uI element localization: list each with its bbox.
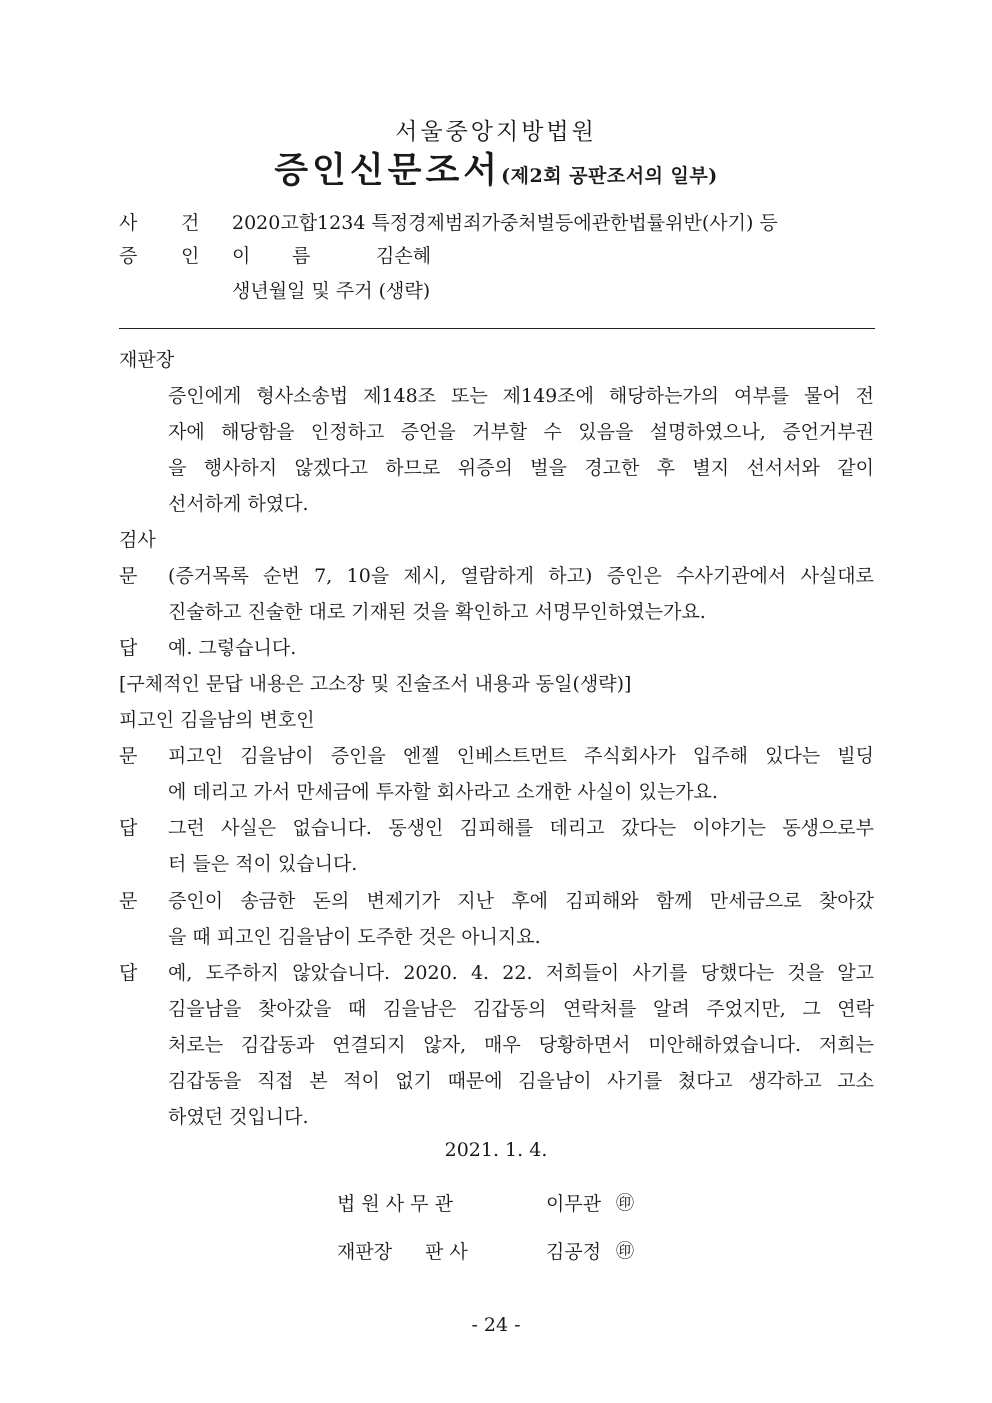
case-label-char-1: 사 [119,212,138,234]
question-line: 을 때 피고인 김을남이 도주한 것은 아니지요. [168,926,541,948]
answer-line: 예, 도주하지 않았습니다. 2020. 4. 22. 저희들이 사기를 당했다는 것을 알고 [168,962,874,984]
question-mark: 문 [119,745,138,767]
document-title-block [0,143,992,193]
speaker-defense-counsel: 피고인 김을남의 변호인 [119,709,315,731]
answer-mark: 답 [119,817,138,839]
question-mark: 문 [119,565,138,587]
name-label-char-1: 이 [232,245,251,267]
question-line: 증인이 송금한 돈의 변제기가 지난 후에 김피해와 함께 만세금으로 찾아갔 [168,890,874,912]
witness-label-char-1: 증 [119,245,138,267]
judge-name: 김공정 [546,1241,602,1263]
question-line: 진술하고 진술한 대로 기재된 것을 확인하고 서명무인하였는가요. [168,601,706,623]
answer-mark: 답 [119,962,138,984]
witness-label-char-2: 인 [181,245,200,267]
speaker-prosecutor: 검사 [119,529,156,551]
clerk-title: 법 원 사 무 관 [337,1193,453,1215]
document-title: 증인신문조서 [274,150,502,191]
answer-line: 처로는 김갑동과 연결되지 않자, 매우 당황하면서 미안해하였습니다. 저희는 [168,1034,874,1056]
answer-line: 터 들은 적이 있습니다. [168,853,358,875]
page-number: - 24 - [471,1314,521,1336]
omitted-note: [구체적인 문답 내용은 고소장 및 진술조서 내용과 동일(생략)] [119,673,632,695]
question-line: 피고인 김을남이 증인을 엔젤 인베스트먼트 주식회사가 입주해 있다는 빌딩 [168,745,874,767]
clerk-name: 이무관 [546,1193,602,1215]
answer-line: 하였던 것입니다. [168,1106,309,1128]
document-date: 2021. 1. 4. [444,1139,548,1161]
question-mark: 문 [119,890,138,912]
seal-icon: ㊞ [616,1193,634,1214]
answer-line: 김을남을 찾아갔을 때 김을남은 김갑동의 연락처를 알려 주었지만, 그 연락 [168,998,874,1020]
judge-title-role: 판 사 [425,1241,468,1263]
case-label-char-2: 건 [181,212,200,234]
answer-line: 김갑동을 직접 본 적이 없기 때문에 김을남이 사기를 쳤다고 생각하고 고소 [168,1070,874,1092]
question-line: 에 데리고 가서 만세금에 투자할 회사라고 소개한 사실이 있는가요. [168,781,718,803]
witness-name: 김손혜 [376,245,432,267]
document-title-note: (제2회 공판조서의 일부) [501,165,718,187]
answer-mark: 답 [119,637,138,659]
judge-title: 재판장 [337,1241,393,1263]
seal-icon: ㊞ [616,1241,634,1262]
question-line: (증거목록 순번 7, 10을 제시, 열람하게 하고) 증인은 수사기관에서 사실대로 [168,565,874,587]
answer-line: 그런 사실은 없습니다. 동생인 김피해를 데리고 갔다는 이야기는 동생으로부 [168,817,874,839]
answer-line: 예. 그렇습니다. [168,637,297,659]
speaker-judge: 재판장 [119,349,175,371]
judge-line: 을 행사하지 않겠다고 하므로 위증의 벌을 경고한 후 별지 선서서와 같이 [168,457,874,479]
court-name: 서울중앙지방법원 [395,119,597,145]
judge-line: 증인에게 형사소송법 제148조 또는 제149조에 해당하는가의 여부를 물어 전 [168,385,874,407]
name-label-char-2: 름 [292,245,311,267]
birth-address-note: 생년월일 및 주거 (생략) [232,280,431,302]
case-number: 2020고합1234 특정경제범죄가중처벌등에관한법률위반(사기) 등 [232,212,778,234]
judge-line: 선서하게 하였다. [168,493,309,515]
judge-line: 자에 해당함을 인정하고 증언을 거부할 수 있음을 설명하였으나, 증언거부권 [168,421,874,443]
header-divider [119,328,875,329]
